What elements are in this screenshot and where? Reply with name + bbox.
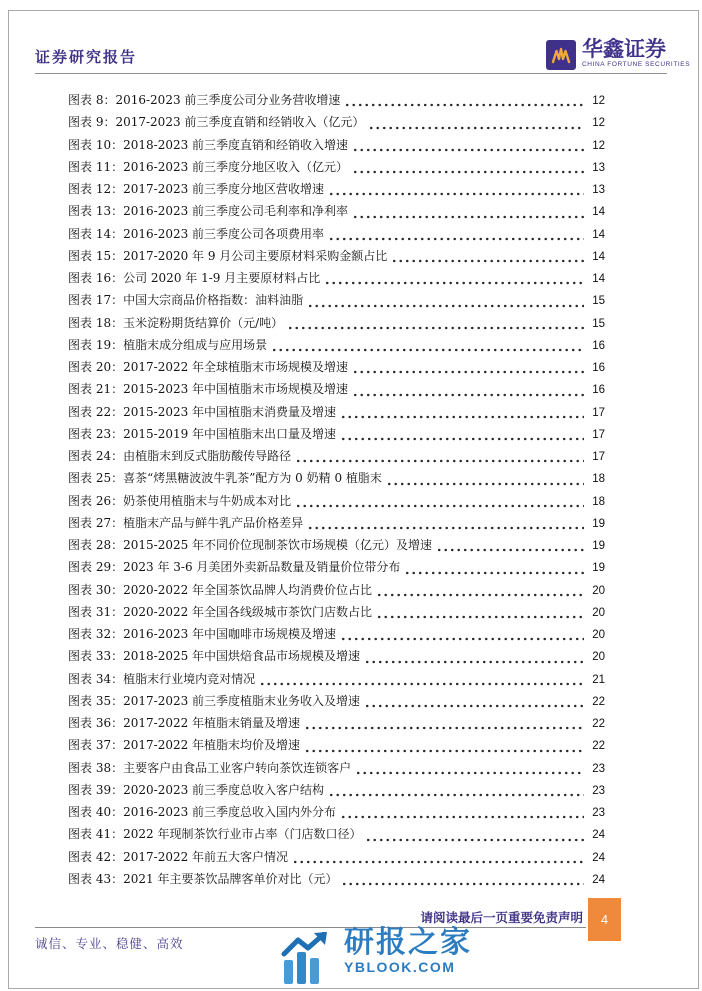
toc-entry[interactable] (68, 180, 605, 202)
dot-leader (378, 593, 584, 597)
dot-leader (306, 749, 584, 753)
toc-entry-label: 图表 39： (68, 782, 124, 797)
toc-entry-page: 18 (592, 495, 605, 508)
dot-leader (330, 192, 584, 196)
toc-entry[interactable] (68, 670, 605, 692)
toc-entry-label: 图表 18： (68, 315, 124, 330)
dot-leader (393, 259, 584, 263)
toc-entry[interactable] (68, 291, 605, 313)
dot-leader (330, 237, 584, 241)
toc-entry-title: 2016-2023 前三季度公司分业务营收增速 (115, 93, 341, 107)
toc-entry-label: 图表 43： (68, 871, 124, 886)
dot-leader (309, 526, 584, 530)
toc-entry[interactable] (68, 403, 605, 425)
toc-entry-label: 图表 37： (68, 738, 124, 753)
watermark-text (344, 925, 472, 975)
brand-subtitle: CHINA FORTUNE SECURITIES (582, 61, 691, 68)
toc-entry-label: 图表 20： (68, 360, 124, 374)
toc-entry-label: 图表 34： (68, 671, 124, 686)
dot-leader (273, 348, 584, 352)
dot-leader (309, 304, 584, 308)
toc-entry[interactable] (68, 870, 605, 892)
toc-entry-page: 24 (592, 829, 605, 842)
toc-entry[interactable] (68, 225, 605, 247)
toc-entry-page: 23 (592, 784, 605, 797)
toc-entry-title: 中国大宗商品价格指数：油料油脂 (123, 293, 304, 308)
toc-entry-label: 图表 41： (68, 827, 124, 842)
toc-entry-label: 图表 23： (68, 426, 124, 441)
dot-leader (354, 148, 584, 152)
toc-entry-title: 2022 年现制茶饮行业市占率（门店数口径） (123, 827, 362, 842)
dot-leader (354, 393, 584, 397)
toc-entry-page: 17 (592, 451, 605, 463)
toc-entry-page: 23 (592, 762, 605, 775)
report-type-label: 证券研究报告 (35, 48, 138, 66)
toc-entry-label: 图表 30： (68, 582, 124, 597)
toc-entry-title: 2016-2023 前三季度公司毛利率和净利率 (123, 204, 349, 219)
dot-leader (388, 482, 584, 486)
toc-entry[interactable] (68, 492, 605, 514)
toc-entry[interactable] (68, 759, 605, 781)
toc-entry-page: 20 (592, 584, 605, 597)
company-slogan: 诚信、专业、稳健、高效 (35, 936, 184, 951)
toc-entry-page: 14 (592, 250, 605, 263)
toc-entry-page: 16 (592, 339, 605, 352)
toc-entry-page: 24 (592, 873, 605, 886)
dot-leader (330, 793, 584, 797)
toc-entry[interactable] (68, 581, 605, 603)
watermark-name: 研报之家 (344, 925, 472, 960)
toc-entry-label: 图表 25： (68, 471, 124, 486)
toc-entry[interactable] (68, 603, 605, 625)
toc-entry-title: 2017-2023 前三季度分地区营收增速 (123, 182, 325, 196)
toc-entry-title: 2016-2023 前三季度总收入国内外分布 (123, 805, 337, 819)
toc-entry-title: 主要客户由食品工业客户转向茶饮连锁客户 (123, 760, 352, 775)
toc-entry-label: 图表 24： (68, 449, 124, 463)
toc-entry[interactable] (68, 514, 605, 536)
toc-entry-title: 2015-2025 年不同价位现制茶饮市场规模（亿元）及增速 (123, 538, 433, 552)
toc-entry-title: 2017-2020 年 9 月公司主要原材料采购金额占比 (123, 248, 388, 263)
toc-entry-title: 2018-2025 年中国烘焙食品市场规模及增速 (123, 649, 361, 664)
page-number-badge: 4 (588, 898, 621, 941)
toc-entry-page: 13 (592, 161, 605, 174)
toc-entry-label: 图表 8： (68, 93, 116, 107)
watermark (280, 925, 472, 988)
crown-icon (549, 43, 573, 67)
toc-entry-title: 喜茶“烤黑糖波波牛乳茶”配方为 0 奶精 0 植脂末 (123, 471, 382, 486)
dot-leader (342, 437, 584, 441)
toc-entry[interactable] (68, 558, 605, 580)
dot-leader (343, 882, 584, 886)
toc-entry-label: 图表 26： (68, 493, 124, 508)
brand-text (582, 38, 690, 69)
toc-entry-label: 图表 19： (68, 337, 124, 352)
toc-entry[interactable] (68, 848, 605, 870)
toc-entry-title: 2023 年 3-6 月美团外卖新品数量及销量价位带分布 (123, 560, 401, 575)
toc-entry-title: 2020-2022 年全国各线级城市茶饮门店数占比 (123, 604, 373, 619)
dot-leader (438, 548, 584, 552)
toc-entry-title: 2017-2022 年全球植脂末市场规模及增速 (123, 360, 349, 374)
toc-entry-page: 17 (592, 406, 605, 419)
toc-entry-title: 植脂末产品与鲜牛乳产品价格差异 (123, 515, 304, 530)
toc-entry-title: 2017-2022 年前五大客户情况 (123, 849, 289, 864)
toc-entry-page: 13 (592, 184, 605, 196)
toc-entry-title: 奶茶使用植脂末与牛奶成本对比 (123, 493, 292, 508)
toc-entry-label: 图表 28： (68, 538, 124, 552)
dot-leader (306, 726, 584, 730)
dot-leader (289, 326, 584, 330)
toc-entry-label: 图表 27： (68, 515, 124, 530)
toc-entry[interactable] (68, 247, 605, 269)
toc-entry-label: 图表 35： (68, 693, 124, 708)
toc-entry[interactable] (68, 91, 605, 113)
dot-leader (342, 415, 584, 419)
toc-entry-title: 2020-2023 前三季度总收入客户结构 (123, 782, 325, 797)
toc-entry-page: 22 (592, 740, 605, 753)
toc-entry-title: 2016-2023 前三季度公司各项费用率 (123, 226, 325, 241)
toc-entry-title: 2015-2019 年中国植脂末出口量及增速 (123, 426, 337, 441)
toc-entry-label: 图表 16： (68, 271, 124, 285)
toc-entry[interactable] (68, 136, 605, 158)
dot-leader (342, 815, 584, 819)
toc-entry-page: 16 (592, 362, 605, 374)
toc-entry[interactable] (68, 625, 605, 647)
toc-entry-label: 图表 40： (68, 805, 124, 819)
toc-entry-label: 图表 32： (68, 627, 124, 641)
toc-entry-title: 2017-2022 年植脂末销量及增速 (123, 716, 301, 730)
dot-leader (354, 170, 584, 174)
dot-leader (366, 660, 584, 664)
dot-leader (406, 571, 584, 575)
toc-entry[interactable] (68, 158, 605, 180)
brand-logo (546, 36, 691, 70)
toc-entry-label: 图表 33： (68, 649, 124, 664)
watermark-site: YBLOOK.COM (344, 959, 456, 975)
dot-leader (297, 459, 584, 463)
toc-entry-label: 图表 12： (68, 182, 124, 196)
toc-entry-page: 22 (592, 718, 605, 730)
toc-entry-title: 玉米淀粉期货结算价（元/吨） (123, 315, 284, 330)
dot-leader (326, 281, 584, 285)
toc-entry-title: 2021 年主要茶饮品牌客单价对比（元） (123, 871, 338, 886)
toc-entry-title: 2018-2023 前三季度直销和经销收入增速 (123, 137, 349, 152)
toc-entry[interactable] (68, 469, 605, 491)
toc-entry-label: 图表 42： (68, 849, 124, 864)
toc-entry[interactable] (68, 692, 605, 714)
toc-entry-page: 19 (592, 562, 605, 575)
toc-entry[interactable] (68, 536, 605, 558)
disclaimer-text: 请阅读最后一页重要免责声明 (420, 910, 583, 925)
toc-entry-page: 12 (592, 95, 605, 107)
toc-entry-page: 20 (592, 651, 605, 664)
toc-entry-label: 图表 13： (68, 204, 124, 219)
toc-entry[interactable] (68, 380, 605, 402)
toc-entry[interactable] (68, 113, 605, 135)
dot-leader (378, 615, 584, 619)
bar-chart-arrow-icon (280, 932, 336, 988)
toc-entry-page: 19 (592, 517, 605, 530)
toc-entry[interactable] (68, 736, 605, 758)
toc-entry-page: 14 (592, 273, 605, 285)
dot-leader (294, 860, 584, 864)
dot-leader (370, 126, 584, 130)
dot-leader (357, 771, 584, 775)
toc-entry[interactable] (68, 447, 605, 469)
toc-entry-page: 15 (592, 295, 605, 308)
toc-entry-page: 16 (592, 384, 605, 397)
toc-entry-title: 2015-2023 年中国植脂末市场规模及增速 (123, 382, 349, 397)
toc-entry-page: 20 (592, 606, 605, 619)
toc-entry-title: 2017-2023 前三季度直销和经销收入（亿元） (115, 115, 365, 130)
toc-list (68, 91, 605, 892)
toc-entry[interactable] (68, 425, 605, 447)
toc-entry-label: 图表 31： (68, 604, 124, 619)
toc-entry-page: 22 (592, 695, 605, 708)
toc-entry-page: 12 (592, 139, 605, 152)
toc-entry-page: 14 (592, 206, 605, 219)
toc-entry-page: 15 (592, 317, 605, 330)
toc-entry-label: 图表 38： (68, 760, 124, 775)
dot-leader (367, 838, 584, 842)
toc-entry[interactable] (68, 714, 605, 736)
toc-entry-title: 2016-2023 前三季度分地区收入（亿元） (123, 159, 349, 174)
toc-entry-title: 植脂末成分组成与应用场景 (123, 337, 268, 352)
toc-entry-title: 公司 2020 年 1-9 月主要原材料占比 (123, 271, 321, 285)
toc-entry-label: 图表 10： (68, 137, 124, 152)
toc-entry[interactable] (68, 803, 605, 825)
dot-leader (346, 103, 584, 107)
brand-logo-icon (546, 40, 576, 70)
toc-entry[interactable] (68, 269, 605, 291)
toc-entry-label: 图表 29： (68, 560, 124, 575)
toc-entry-page: 17 (592, 428, 605, 441)
dot-leader (354, 370, 584, 374)
toc-entry-title: 2020-2022 年全国茶饮品牌人均消费价位占比 (123, 582, 373, 597)
toc-entry-label: 图表 36： (68, 716, 124, 730)
toc-entry-label: 图表 22： (68, 404, 124, 419)
toc-entry[interactable] (68, 781, 605, 803)
toc-entry-title: 2017-2023 前三季度植脂末业务收入及增速 (123, 693, 361, 708)
toc-entry-title: 2016-2023 年中国咖啡市场规模及增速 (123, 627, 337, 641)
toc-entry[interactable] (68, 647, 605, 669)
toc-entry[interactable] (68, 336, 605, 358)
toc-entry-page: 19 (592, 540, 605, 552)
toc-entry-page: 18 (592, 473, 605, 486)
toc-entry-page: 12 (592, 117, 605, 130)
toc-entry[interactable] (68, 358, 605, 380)
toc-entry-page: 20 (592, 629, 605, 641)
toc-entry-title: 由植脂末到反式脂肪酸传导路径 (123, 449, 292, 463)
toc-entry-page: 23 (592, 807, 605, 819)
toc-entry-page: 14 (592, 228, 605, 241)
toc-entry-title: 2017-2022 年植脂末均价及增速 (123, 738, 301, 753)
toc-entry-label: 图表 21： (68, 382, 124, 397)
toc-entry-title: 植脂末行业境内竞对情况 (123, 671, 256, 686)
dot-leader (354, 215, 584, 219)
toc-entry-label: 图表 9： (68, 115, 116, 130)
toc-entry[interactable] (68, 825, 605, 847)
dot-leader (366, 704, 584, 708)
toc-entry[interactable] (68, 202, 605, 224)
toc-entry-label: 图表 11： (68, 159, 124, 174)
dot-leader (261, 682, 584, 686)
dot-leader (342, 637, 584, 641)
toc-entry-page: 21 (592, 673, 605, 686)
dot-leader (297, 504, 584, 508)
toc-entry-label: 图表 17： (68, 293, 124, 308)
toc-entry-label: 图表 14： (68, 226, 124, 241)
toc-entry-label: 图表 15： (68, 248, 124, 263)
brand-name: 华鑫证券 (582, 36, 666, 61)
toc-entry-title: 2015-2023 年中国植脂末消费量及增速 (123, 404, 337, 419)
toc-entry[interactable] (68, 314, 605, 336)
header-divider (35, 73, 667, 74)
toc-entry-page: 24 (592, 851, 605, 864)
